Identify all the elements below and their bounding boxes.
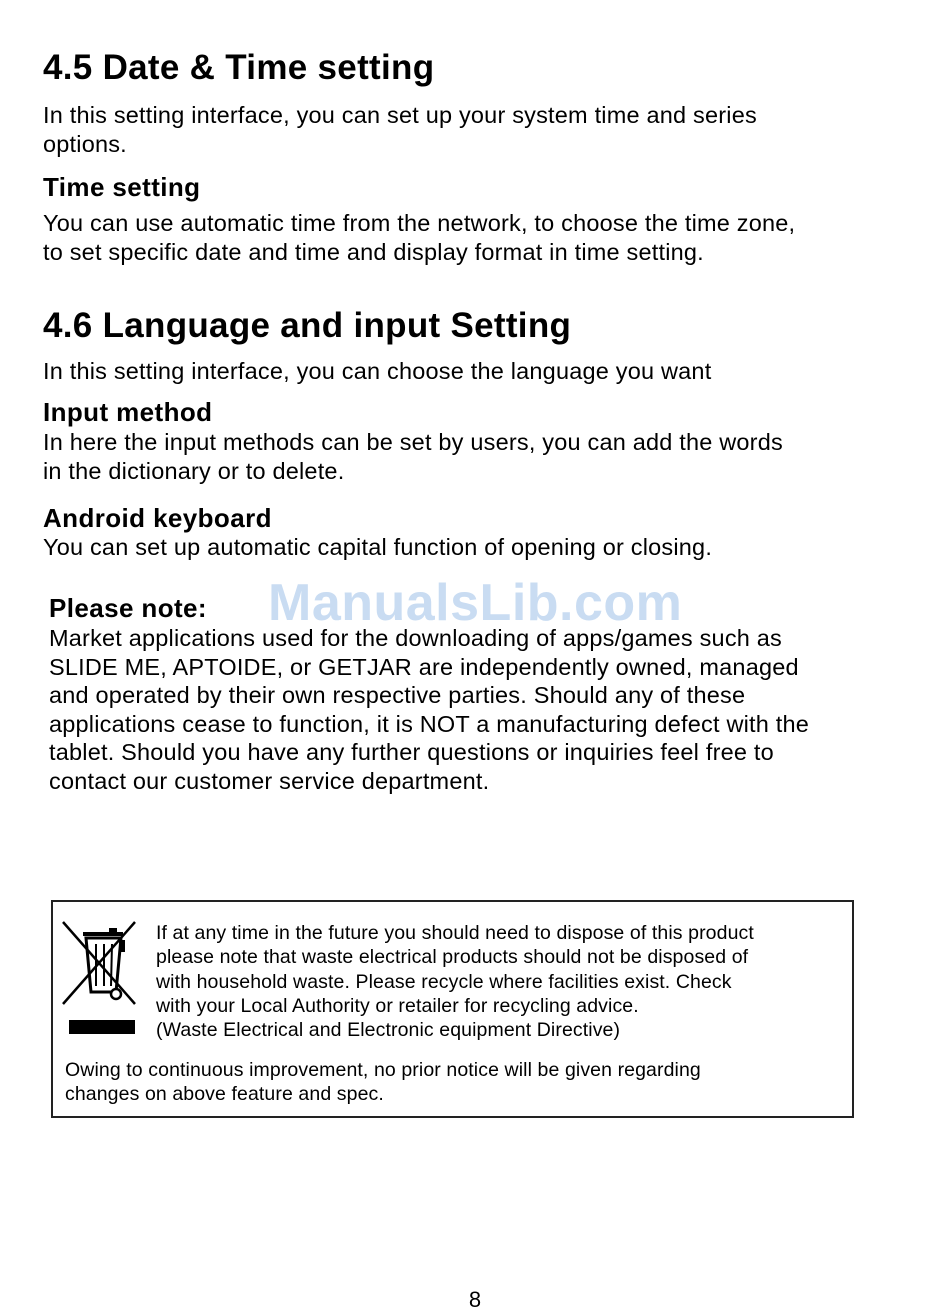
- note-line-4: applications cease to function, it is NOT a manufacturing defect with the: [49, 710, 810, 737]
- improvement-notice-text: [65, 1058, 701, 1107]
- time-setting-line-1: You can use automatic time from the network, to choose the time zone,: [43, 210, 796, 236]
- input-method-line-2: in the dictionary or to delete.: [43, 457, 345, 484]
- note-line-5: tablet. Should you have any further questions or inquiries feel free to: [49, 739, 774, 765]
- section-4-6-intro: In this setting interface, you can choose the language you want: [43, 358, 712, 384]
- note-line-1: Market applications used for the downloading of apps/games such as: [49, 625, 782, 651]
- page-number: 8: [468, 1287, 482, 1312]
- weee-line-5: (Waste Electrical and Electronic equipment Directive): [156, 1019, 621, 1042]
- crossed-out-wheelie-bin-icon: [61, 920, 137, 1038]
- please-note-heading: Please note:: [49, 593, 207, 623]
- section-4-5-title: 4.5 Date & Time setting: [43, 48, 435, 87]
- owing-line-2: changes on above feature and spec.: [65, 1083, 384, 1106]
- manualslib-watermark: ManualsLib.com: [268, 574, 683, 632]
- note-line-2: SLIDE ME, APTOIDE, or GETJAR are independently owned, managed: [49, 653, 799, 680]
- time-setting-line-2: to set specific date and time and display format in time setting.: [43, 238, 704, 265]
- owing-line-1: Owing to continuous improvement, no prior notice will be given regarding: [65, 1059, 701, 1081]
- android-keyboard-heading: Android keyboard: [43, 503, 272, 533]
- weee-line-4: with your Local Authority or retailer for recycling advice.: [156, 994, 639, 1017]
- disposal-notice-box: [51, 900, 854, 1118]
- time-setting-heading: Time setting: [43, 172, 201, 202]
- section-4-5-intro-line-1: In this setting interface, you can set up your system time and series: [43, 102, 757, 128]
- section-4-5-intro-line-2: options.: [43, 130, 127, 157]
- input-method-line-1: In here the input methods can be set by users, you can add the words: [43, 429, 783, 455]
- android-keyboard-text: You can set up automatic capital function of opening or closing.: [43, 534, 713, 560]
- section-4-6-title: 4.6 Language and input Setting: [43, 306, 572, 345]
- weee-line-2: please note that waste electrical products should not be disposed of: [156, 946, 749, 969]
- input-method-heading: Input method: [43, 397, 213, 427]
- weee-line-1: If at any time in the future you should need to dispose of this product: [156, 922, 754, 944]
- note-line-6: contact our customer service department.: [49, 767, 490, 794]
- note-line-3: and operated by their own respective parties. Should any of these: [49, 682, 746, 708]
- weee-disposal-text: [156, 921, 851, 1042]
- weee-line-3: with household waste. Please recycle where facilities exist. Check: [156, 970, 732, 993]
